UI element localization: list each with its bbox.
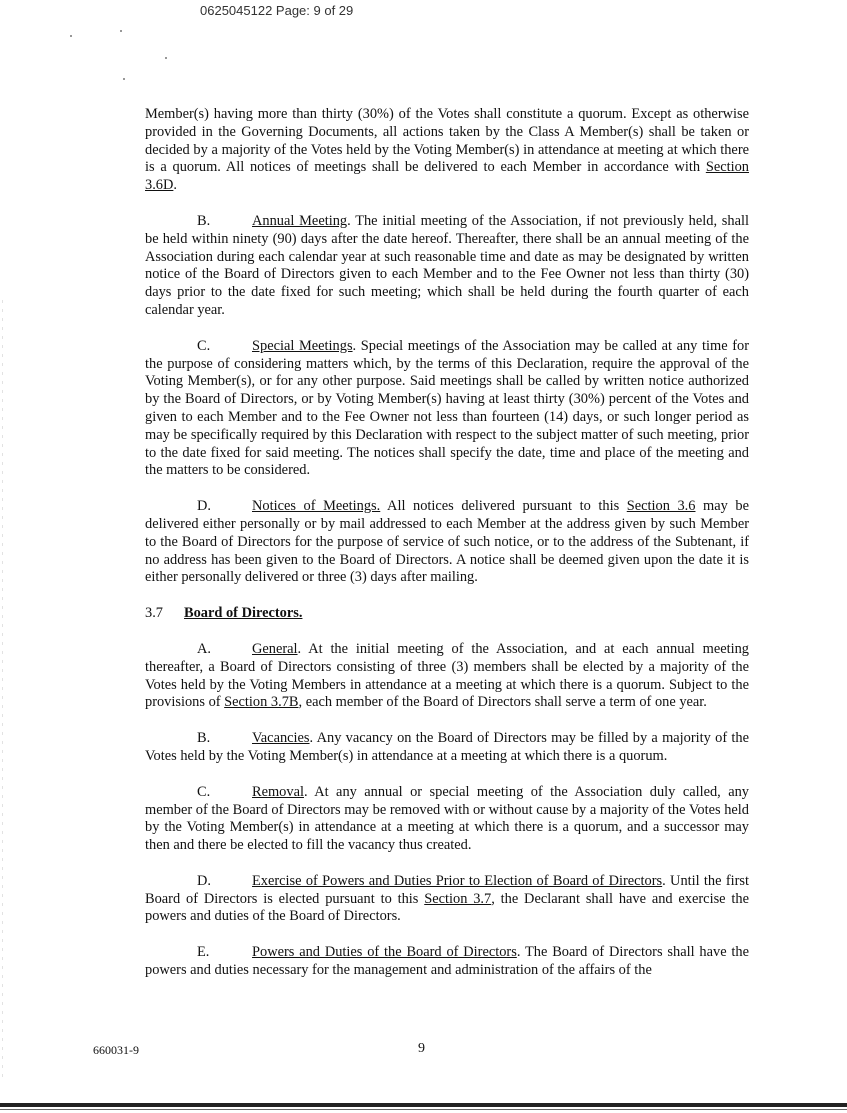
paragraph-letter: D. xyxy=(197,872,211,889)
intro-paragraph: Member(s) having more than thirty (30%) of the Votes shall constitute a quorum. Except as otherwise provided in the Governing Documents, all actions taken by the Class A Member(s) shall be taken or decided by a majority of the Votes held by the Voting Member(s) in attendance at meeting at which there is a quorum. All notices of meetings shall be delivered to each Member in accordance with Section 3.6D. xyxy=(145,106,749,194)
paragraph-annual-meeting: B. Annual Meeting. The initial meeting of the Association, if not previously held, shall be held within ninety (90) days after the date hereof. Thereafter, there shall be an annual meeting of the Association during each calendar year at such reasonable time and date as may be designated by written notice of the Board of Directors given to each Member and to the Fee Owner not less than thirty (30) days prior to the date fixed for such meeting; which shall be held during the fourth quarter of each calendar year. xyxy=(145,212,749,318)
paragraph-title: Special Meetings xyxy=(252,337,353,354)
document-number: 660031-9 xyxy=(93,1043,139,1057)
section-title: Board of Directors. xyxy=(184,605,303,622)
bottom-scan-border xyxy=(0,1103,847,1107)
paragraph-general: A. General. At the initial meeting of the Association, and at each annual meeting thereafter, a Board of Directors consisting of three (3) members shall be elected by a majority of the Votes held by the Voting Members in attendance at a meeting at which there is a quorum. Subject to the provisions of Section 3.7B, each member of the Board of Directors shall serve a term of one year. xyxy=(145,640,749,711)
paragraph-vacancies: B. Vacancies. Any vacancy on the Board of Directors may be filled by a majority of the Votes held by the Voting Member(s) in attendance at a meeting at which there is a quorum. xyxy=(145,730,749,764)
paragraph-exercise-of-powers: D. Exercise of Powers and Duties Prior to Election of Board of Directors. Until the first Board of Directors is elected pursuant to this Section 3.7, the Declarant shall have and exercise the powers and duties of the Board of Directors. xyxy=(145,872,749,925)
section-number: 3.7 xyxy=(145,605,163,622)
paragraph-title: General xyxy=(252,640,298,657)
scan-speck xyxy=(123,78,125,80)
paragraph-title: Removal xyxy=(252,783,304,800)
section-heading xyxy=(145,605,749,623)
paragraph-letter: E. xyxy=(197,944,210,961)
page-number: 9 xyxy=(418,1041,425,1056)
paragraph-notices-of-meetings: D. Notices of Meetings. All notices delivered pursuant to this Section 3.6 may be delivered either personally or by mail addressed to each Member at the address given by such Member to the Board of Directors for the purpose of service of such notice, or to the address of the Subtenant, if no address has been given to the Board of Directors. A notice shall be deemed given upon the date it is either personally delivered or three (3) days after mailing. xyxy=(145,498,749,586)
scan-speck xyxy=(165,57,167,59)
scan-speck xyxy=(70,35,72,37)
paragraph-letter: C. xyxy=(197,783,211,800)
paragraph-letter: B. xyxy=(197,730,211,747)
cross-reference-link: Section 3.6 xyxy=(626,498,696,515)
cross-reference-link: Section 3.7 xyxy=(424,890,492,907)
paragraph-letter: A. xyxy=(197,640,211,657)
scan-edge-marks xyxy=(2,300,3,1080)
paragraph-title: Notices of Meetings. xyxy=(252,498,381,515)
paragraph-letter: D. xyxy=(197,498,211,515)
paragraph-special-meetings: C. Special Meetings. Special meetings of the Association may be called at any time for the purpose of considering matters which, by the terms of this Declaration, require the approval of the Voting Member(s), or for any other purpose. Said meetings shall be called by written notice authorized by the Board of Directors, or by Voting Member(s) having at least thirty (30%) percent of the Votes and given to each Member and to the Fee Owner not less than fourteen (14) days, or such longer period as may be specifically required by this Declaration with respect to the subject matter of such meeting, prior to the date fixed for said meeting. The notices shall specify the date, time and place of the meeting and the matters to be considered. xyxy=(145,337,749,479)
paragraph-letter: B. xyxy=(197,212,211,229)
paragraph-title: Exercise of Powers and Duties Prior to Election of Board of Directors xyxy=(252,872,663,889)
document-body xyxy=(145,106,749,998)
bottom-scan-border-thin xyxy=(0,1109,847,1110)
paragraph-title: Powers and Duties of the Board of Directors xyxy=(252,944,517,961)
cross-reference-link: Section 3.7B xyxy=(224,694,299,711)
paragraph-removal: C. Removal. At any annual or special meeting of the Association duly called, any member of the Board of Directors may be removed with or without cause by a majority of the Votes held by the Voting Member(s) in attendance at a meeting at which there is a quorum, and a successor may then and there be elected to fill the vacancy thus created. xyxy=(145,783,749,854)
paragraph-title: Vacancies xyxy=(252,730,310,747)
paragraph-title: Annual Meeting xyxy=(252,212,348,229)
recording-stamp: 0625045122 Page: 9 of 29 xyxy=(200,3,354,18)
scan-speck xyxy=(120,30,122,32)
paragraph-letter: C. xyxy=(197,337,211,354)
paragraph-powers-and-duties: E. Powers and Duties of the Board of Directors. The Board of Directors shall have the powers and duties necessary for the management and administration of the affairs of the xyxy=(145,944,749,979)
cross-reference-link: Section 3.6D xyxy=(145,159,749,194)
